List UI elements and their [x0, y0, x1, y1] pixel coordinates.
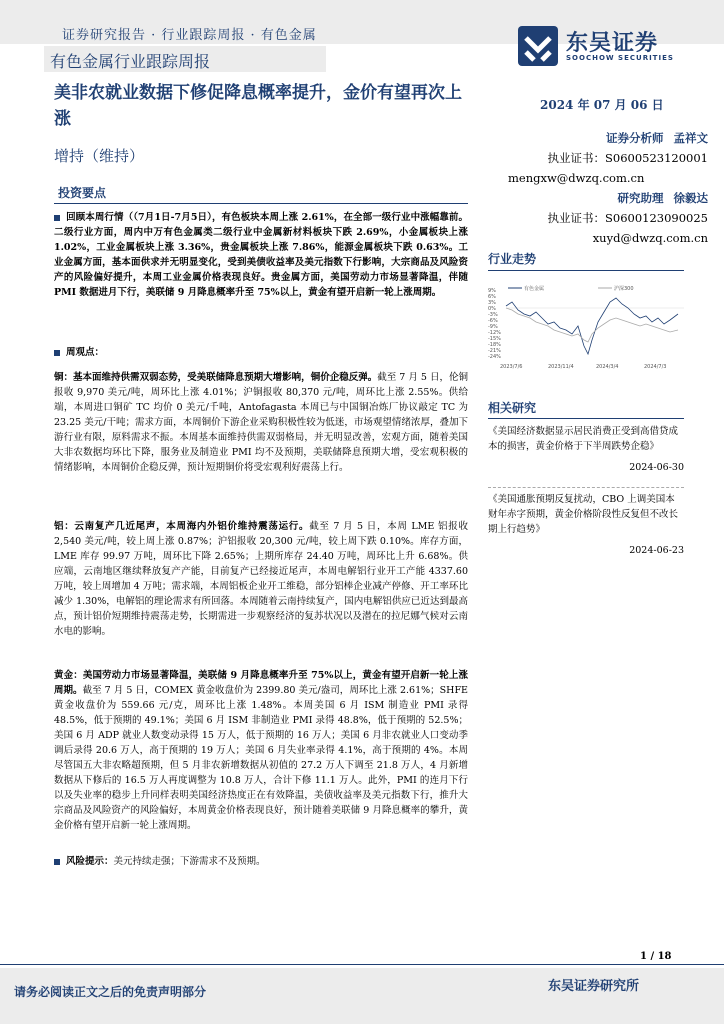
review-text: 回顾本周行情（（7月1日-7月5日），有色板块本周上涨 2.61%，在全部一级行业中涨幅靠前。二级行业方面，周内中万有色金属类二级行业中金属新材料板块下跌 2.69%，小金属板块上涨 1.02%，工业金属板块上涨 3.36%，贵金属板块上涨 7.86%，能源金属板块下跌 0.63%。工业金属方面，基本面供求并无明显变化，受到美债收益率及美元指数下行影响，大宗商品及风险资产的风险偏好提升，本周工业金属价格表现良好。贵金属方面，美国劳动力市场显著降温，伴随 PMI 数据进月下行，美联储 9 月降息概率升至 75%以上，黄金有望开启新一轮上涨周期。	[54, 212, 468, 298]
bullet-icon	[54, 215, 60, 221]
company-logo	[518, 26, 698, 66]
logo-text-cn: 东吴证券	[566, 31, 659, 56]
company-name: 东吴证券研究所	[548, 979, 640, 994]
analyst-role: 证券分析师	[606, 131, 664, 145]
series-csi300	[506, 308, 678, 342]
rating: 增持（维持）	[54, 147, 145, 165]
related-head: 相关研究	[488, 401, 537, 415]
divider	[488, 487, 684, 488]
related-item[interactable]	[488, 424, 684, 475]
aluminum-text: 截至 7 月 5 日，本周 LME 铝报收 2,540 美元/吨，较上周上涨 0.87%；沪铝报收 20,300 元/吨，较上周下跌 0.10%。库存方面，LME 库存 99.97 万吨，周环比下降 2.65%；上期所库存 24.40 万吨，周环比上升 6.68%。供应端，云南地区继续释放复产产能，目前复产已经接近尾声，本周电解铝行业开工产能 4337.60 万吨，较上周增加 4 万吨；需求端，本周铝板企业开工维稳，部分铝棒企业减产停修、开工率环比减少 1.30%，电解铝的理论需求有所回落。本周随着云南持续复产，国内电解铝供应已近达到最高点，预计铝价短期维持震荡走势，长期需进一步观察经济的复苏状况以及潜在的拉尼娜气候对云南水电的影响。	[54, 521, 468, 637]
y-tick: 9%	[488, 288, 496, 294]
related-date: 2024-06-30	[629, 462, 684, 473]
analyst-name: 孟祥文	[673, 131, 708, 145]
y-tick: 0%	[488, 306, 496, 312]
assistant-cert: 执业证书：S0600123090025	[547, 211, 708, 225]
disclaimer-text: 请务必阅读正文之后的免责声明部分	[14, 985, 207, 999]
footer-divider	[0, 964, 724, 965]
copper-paragraph	[54, 370, 468, 475]
report-date: 2024 年 07 月 06 日	[540, 98, 664, 112]
report-title: 美非农就业数据下修促降息概率提升，金价有望再次上涨	[54, 83, 462, 129]
risk-text: 美元持续走强；下游需求不及预期。	[113, 856, 266, 867]
related-title[interactable]: 《美国通胀预期反复扰动，CBO 上调美国本财年赤字预期，黄金价格阶段性反复但不改长期上行趋势》	[488, 494, 679, 535]
gold-lead: 黄金：美国劳动力市场显著降温，美联储 9 月降息概率升至 75%以上，黄金有望开启新一轮上涨周期。	[54, 670, 468, 696]
trend-chart	[488, 284, 684, 370]
y-tick: -24%	[488, 354, 501, 360]
legend-a: 有色金属	[524, 286, 545, 292]
x-tick: 2023/7/6	[500, 364, 523, 370]
y-tick: 6%	[488, 294, 496, 300]
analyst-cert: 执业证书：S0600523120001	[547, 151, 708, 165]
logo-text-en: SOOCHOW SECURITIES	[566, 54, 674, 62]
y-tick: -12%	[488, 330, 501, 336]
view-head-row	[54, 345, 468, 360]
report-categories: 证券研究报告 · 行业跟踪周报 · 有色金属	[62, 28, 317, 43]
gold-paragraph	[54, 668, 468, 833]
x-tick: 2024/3/4	[596, 364, 619, 370]
related-date: 2024-06-23	[629, 545, 684, 556]
gold-text: 截至 7 月 5 日，COMEX 黄金收盘价为 2399.80 美元/盎司，周环比上涨 2.61%；SHFE 黄金收盘价为 559.66 元/克，周环比上涨 1.48%。本周美国 6 月 ISM 制造业 PMI 录得 48.5%，低于预期的 49.1%；美国 6 月 ISM 非制造业 PMI 录得 48.8%，低于预期的 52.5%；美国 6 月 ADP 就业人数变动录得 15 万人，低于预期的 16 万人；美国 6 月非农就业人口变动季调后录得 20.6 万人，高于预期的 19 万人；美国 6 月失业率录得 4.1%，高于预期的 4%。本周尽管国五大非农略超预期，但 5 月非农新增数据从初值的 27.2 万人下调至 21.8 万人，4 月新增数据从下修后的 16.5 万人再度调整为 10.8 万人，合计下修 11.1 万人。此外，PMI 的连月下行以及失业率的稳步上升同样表明美国经济热度正在有效降温，美债收益率及美元指数下行，推升大宗商品及风险资产的风险偏好，本周黄金价格表现良好，预计随着美联储 9 月降息概率的攀升，黄金价格有望开启新一轮上涨周期。	[54, 685, 468, 831]
y-tick: -21%	[488, 348, 501, 354]
divider	[488, 418, 684, 419]
view-head: 周观点：	[66, 347, 105, 358]
legend-b: 沪深300	[614, 286, 634, 292]
aluminum-paragraph	[54, 519, 468, 639]
logo-mark-icon	[518, 26, 558, 66]
y-tick: -9%	[488, 324, 498, 330]
x-tick: 2024/7/3	[644, 364, 667, 370]
related-item[interactable]	[488, 492, 684, 558]
y-tick: -3%	[488, 312, 498, 318]
review-paragraph	[54, 210, 468, 300]
x-tick-labels	[500, 364, 666, 370]
bullet-icon	[54, 350, 60, 356]
report-type: 有色金属行业跟踪周报	[50, 52, 211, 71]
y-tick: -6%	[488, 318, 498, 324]
risk-head: 风险提示：	[66, 856, 114, 867]
copper-lead: 铜：基本面维持供需双弱态势，受美联储降息预期大增影响，铜价企稳反弹。	[54, 372, 378, 383]
assistant-role: 研究助理	[617, 191, 664, 205]
y-tick: -15%	[488, 336, 501, 342]
y-tick: -18%	[488, 342, 501, 348]
copper-text: 截至 7 月 5 日，伦铜报收 9,970 美元/吨，周环比上涨 4.01%；沪铜报收 80,370 元/吨，周环比上涨 2.55%。供给端，本周进口铜矿 TC 均价 0 美元/千吨，Antofagasta 本周已与中国铜冶炼厂协议敲定 TC 为 23.25 美元/干吨；需求方面，本周铜价下游企业采购积极性较为低迷，市场观望情绪浓厚，叠加下游行业有限，原料需求不振。本周基本面维持供需双弱格局，并无明显改善，宏观方面，随着美国大非农数据均环比下降，服务业及制造业 PMI 均不及预期，美联储降息预期大增，受宏观积极的情绪影响，本周铜价企稳反弹，预计短期铜价将受宏观利好震荡上行。	[54, 372, 468, 473]
analyst-email[interactable]: mengxw@dwzq.com.cn	[508, 171, 645, 185]
analyst-block	[508, 128, 708, 248]
bullet-icon	[54, 859, 60, 865]
x-tick: 2023/11/4	[548, 364, 574, 370]
aluminum-lead: 铝：云南复产几近尾声，本周海内外铝价维持震荡运行。	[54, 521, 310, 532]
assistant-name: 徐毅达	[673, 191, 708, 205]
divider	[54, 203, 468, 204]
y-tick-labels	[488, 288, 501, 360]
related-title[interactable]: 《美国经济数据显示居民消费正受到高借贷成本的损害，黄金价格于下半周跌势企稳》	[488, 426, 679, 452]
divider	[488, 270, 684, 271]
y-tick: 3%	[488, 300, 496, 306]
risk-row	[54, 854, 468, 869]
page-number: 1 / 18	[640, 951, 672, 962]
invest-head: 投资要点	[58, 186, 107, 200]
assistant-email[interactable]: xuyd@dwzq.com.cn	[592, 231, 708, 245]
trend-head: 行业走势	[488, 252, 537, 266]
